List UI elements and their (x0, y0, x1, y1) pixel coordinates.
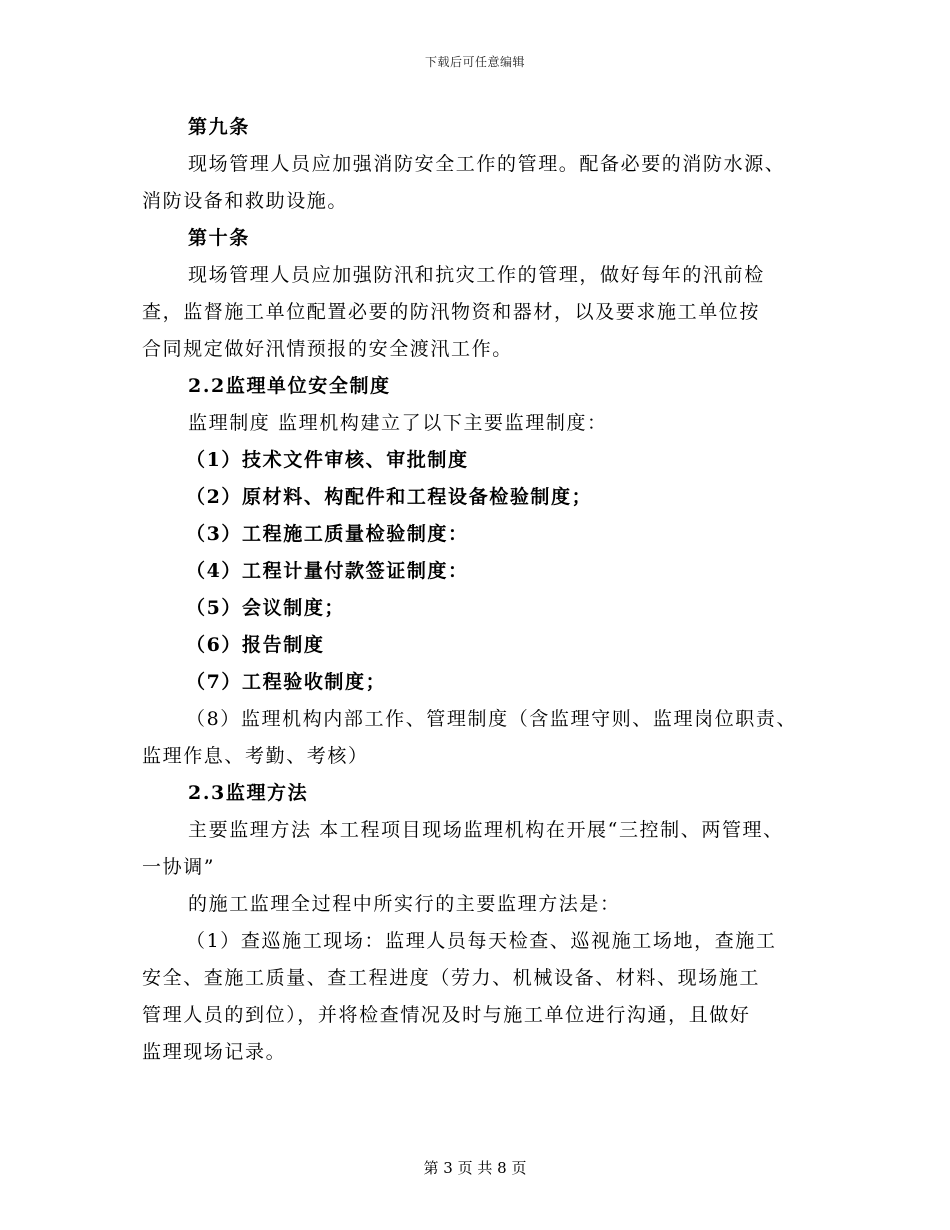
paragraph-line: 监理现场记录。 (142, 1041, 287, 1063)
article-10-heading: 第十条 (188, 227, 250, 249)
paragraph-line: 安全、查施工质量、查工程进度（劳力、机械设备、材料、现场施工 (142, 967, 761, 989)
article-9-heading: 第九条 (188, 116, 250, 138)
paragraph-line: 一协调” (142, 856, 216, 878)
list-item: （1）技术文件审核、审批制度 (186, 449, 469, 471)
section-2-2-heading: 2.2监理单位安全制度 (188, 375, 391, 397)
paragraph-line: 消防设备和救助设施。 (142, 190, 349, 212)
list-item: （8）监理机构内部工作、管理制度（含监理守则、监理岗位职责、 (186, 708, 798, 730)
list-item: （6）报告制度 (186, 634, 325, 656)
page-footer: 第 3 页 共 8 页 (423, 1159, 527, 1177)
section-2-3-heading: 2.3监理方法 (188, 782, 309, 804)
paragraph-line: 查，监督施工单位配置必要的防汛物资和器材，以及要求施工单位按 (142, 301, 761, 323)
paragraph-line: 合同规定做好汛情预报的安全渡汛工作。 (142, 338, 513, 360)
list-item: （7）工程验收制度； (186, 671, 387, 693)
list-item: （2）原材料、构配件和工程设备检验制度； (186, 486, 593, 508)
paragraph-line: 现场管理人员应加强消防安全工作的管理。配备必要的消防水源、 (188, 153, 786, 175)
paragraph-line: 管理人员的到位），并将检查情况及时与施工单位进行沟通，且做好 (142, 1004, 751, 1026)
list-item: （4）工程计量付款签证制度： (186, 560, 469, 582)
paragraph-line: （1）查巡施工现场：监理人员每天检查、巡视施工场地，查施工 (186, 930, 777, 952)
paragraph-line: 主要监理方法 本工程项目现场监理机构在开展“三控制、两管理、 (188, 819, 784, 841)
paragraph-line: 现场管理人员应加强防汛和抗灾工作的管理，做好每年的汛前检 (188, 264, 765, 286)
paragraph-line: 的施工监理全过程中所实行的主要监理方法是： (188, 893, 621, 915)
list-item: （3）工程施工质量检验制度： (186, 523, 469, 545)
page-header: 下载后可任意编辑 (424, 55, 525, 69)
list-item: （5）会议制度； (186, 597, 346, 619)
paragraph-line: 监理作息、考勤、考核） (142, 745, 369, 767)
paragraph-line: 监理制度 监理机构建立了以下主要监理制度： (188, 412, 608, 434)
